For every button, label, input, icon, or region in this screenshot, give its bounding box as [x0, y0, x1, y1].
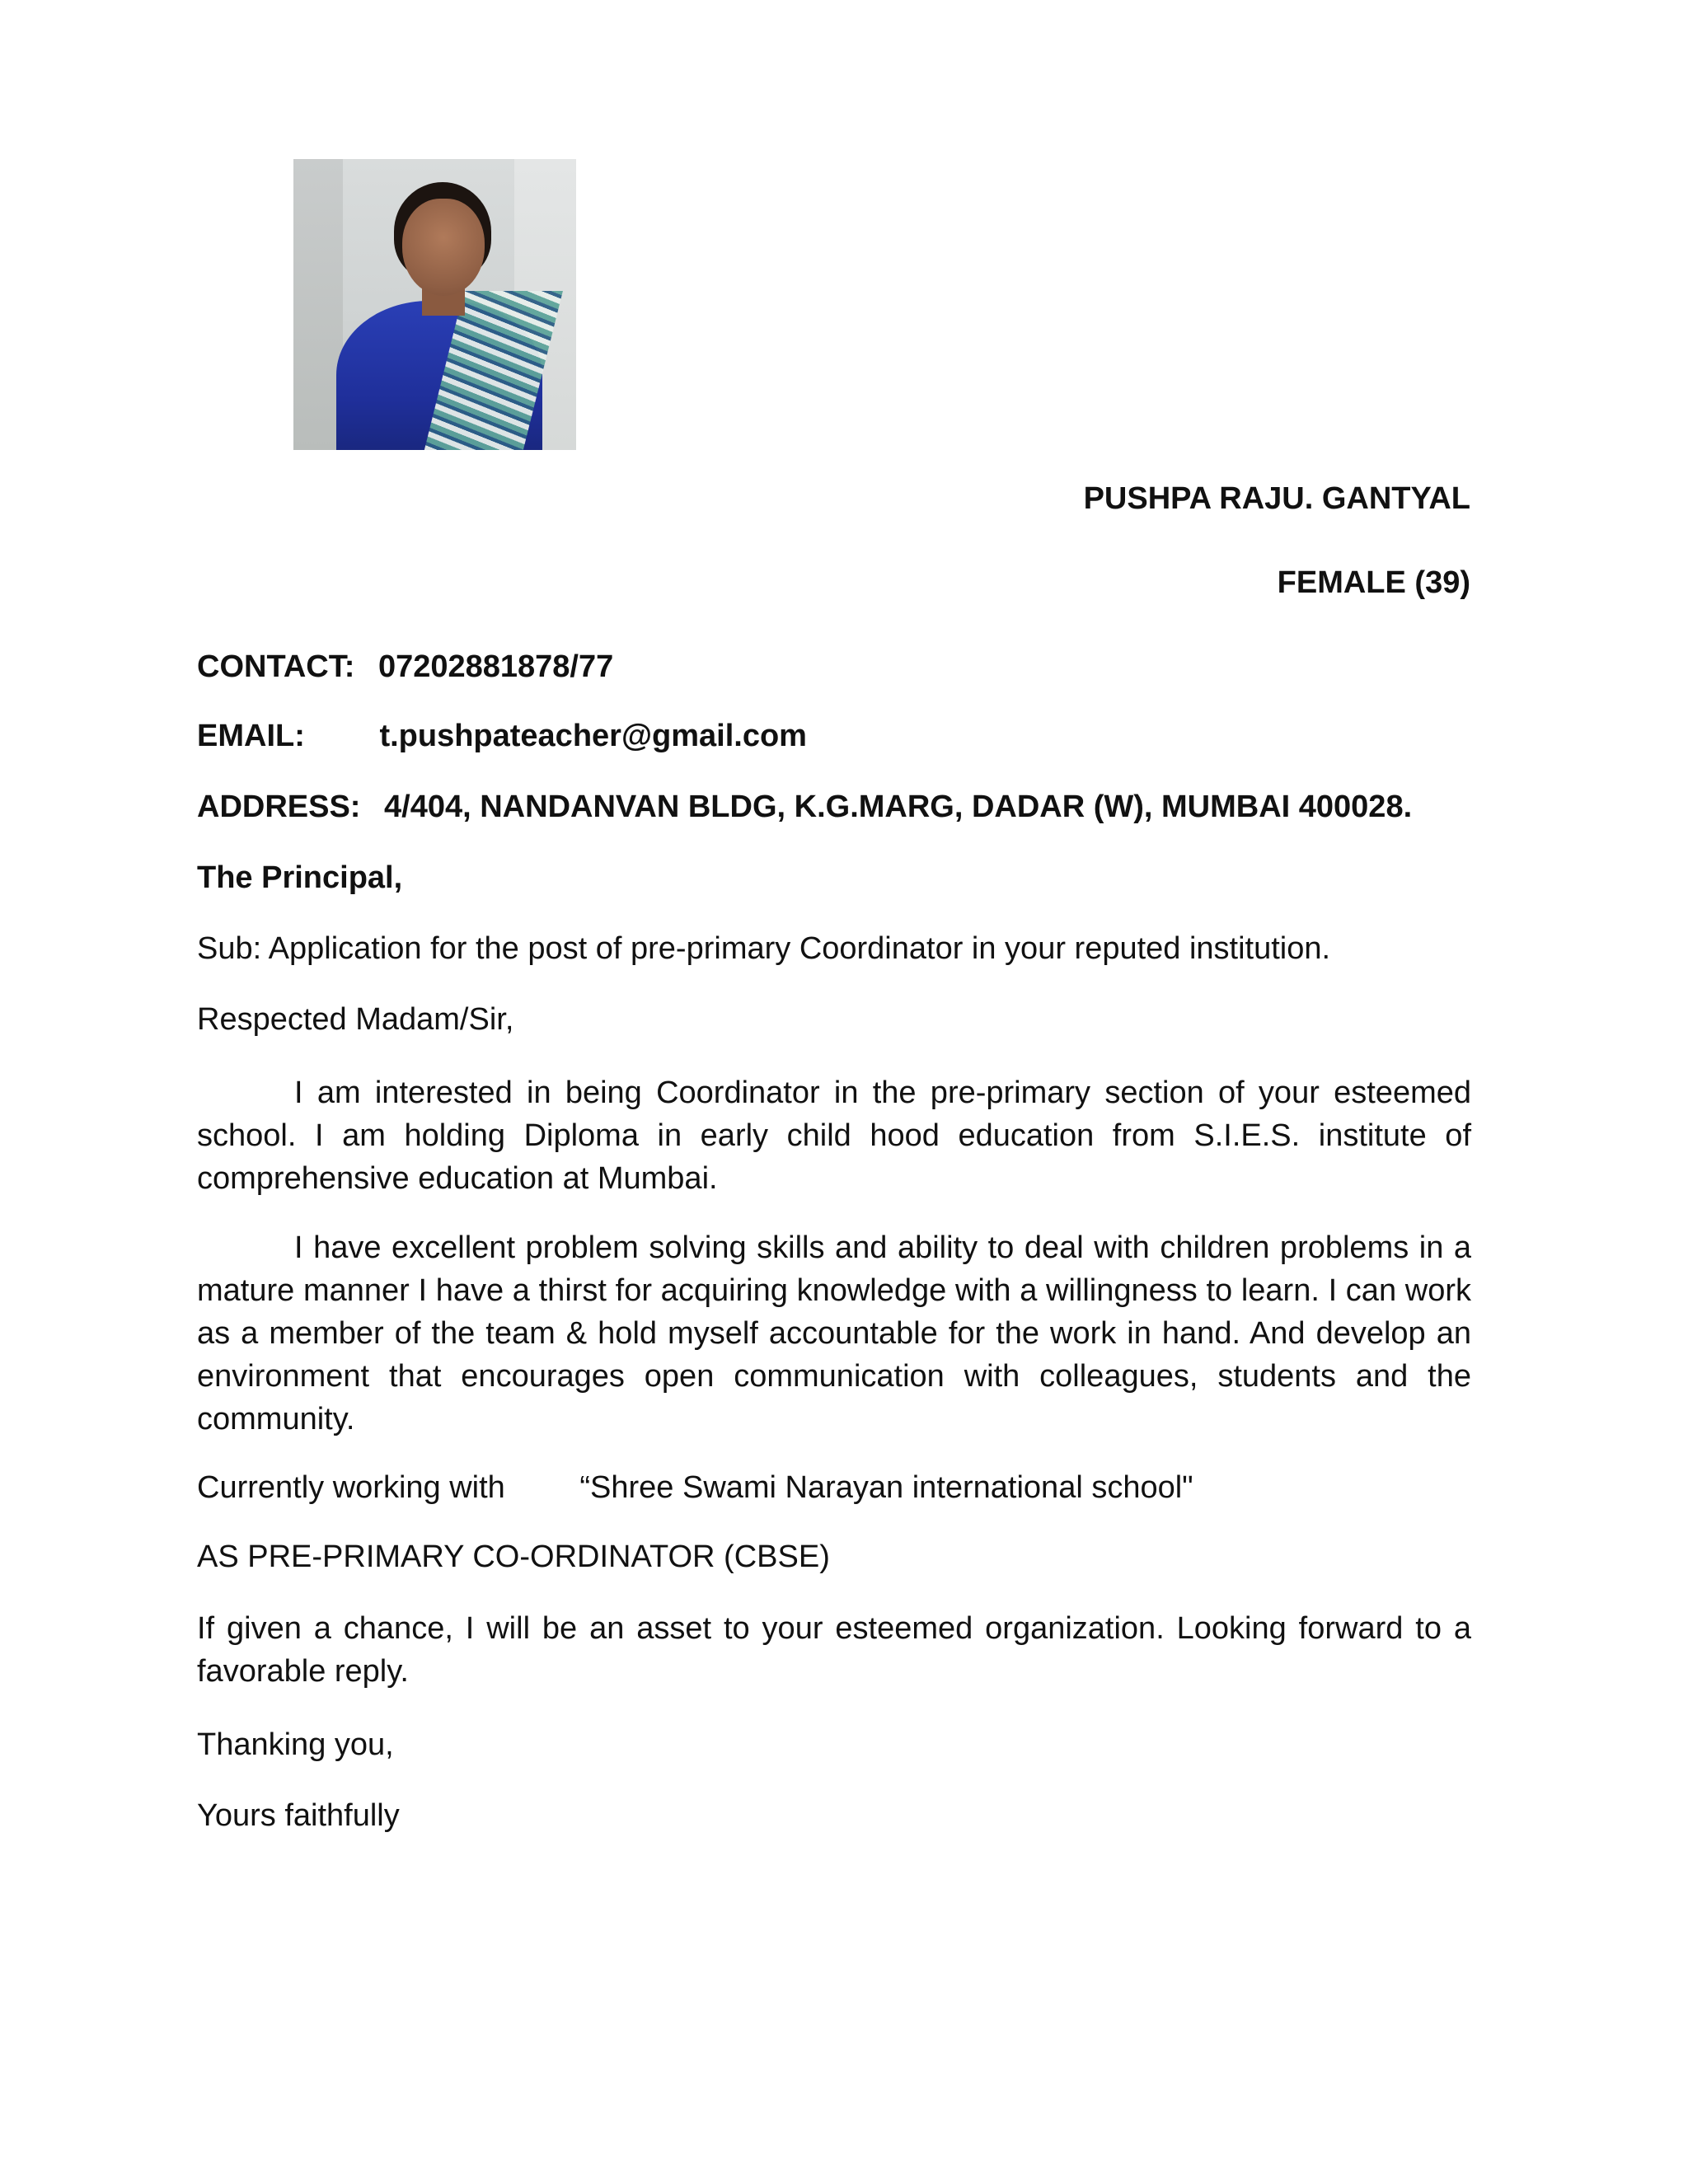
current-school: “Shree Swami Narayan international school" [579, 1470, 1193, 1505]
address-line [197, 790, 1412, 825]
paragraph-2: I have excellent problem solving skills and ability to deal with children problems in a mature manner I have a thirst for acquiring knowledge with a willingness to learn. I can work as a member of the team & hold myself accountable for the work in hand. And develop an environment that encourages open communication with colleagues, students and the community. [197, 1230, 1471, 1436]
closing-paragraph: If given a chance, I will be an asset to your esteemed organization. Looking forward to a favorable reply. [197, 1611, 1471, 1689]
salutation: Respected Madam/Sir, [197, 1002, 514, 1037]
address-value: 4/404, NANDANVAN BLDG, K.G.MARG, DADAR (W), MUMBAI 400028. [384, 790, 1413, 824]
current-work-line [197, 1470, 1193, 1506]
signoff-line: Yours faithfully [197, 1798, 400, 1833]
address-label: ADDRESS: [197, 790, 361, 824]
designation: AS PRE-PRIMARY CO-ORDINATOR (CBSE) [197, 1540, 830, 1574]
email-value: t.pushpateacher@gmail.com [379, 719, 807, 753]
contact-label: CONTACT: [197, 649, 355, 684]
subject-line: Sub: Application for the post of pre-primary Coordinator in your reputed institution. [197, 931, 1331, 966]
email-line [197, 719, 807, 754]
current-work-label: Currently working with [197, 1470, 505, 1505]
gender-age: FEMALE (39) [1277, 565, 1470, 600]
email-label: EMAIL: [197, 719, 305, 753]
thanks-line: Thanking you, [197, 1727, 394, 1762]
applicant-name: PUSHPA RAJU. GANTYAL [1083, 481, 1470, 516]
recipient: The Principal, [197, 860, 403, 895]
applicant-photo [293, 159, 576, 450]
paragraph-1: I am interested in being Coordinator in the pre-primary section of your esteemed school. I am holding Diploma in early child hood education from S.I.E.S. institute of comprehensive education at Mumbai. [197, 1076, 1471, 1196]
contact-value: 07202881878/77 [377, 649, 614, 684]
contact-line [197, 649, 613, 685]
